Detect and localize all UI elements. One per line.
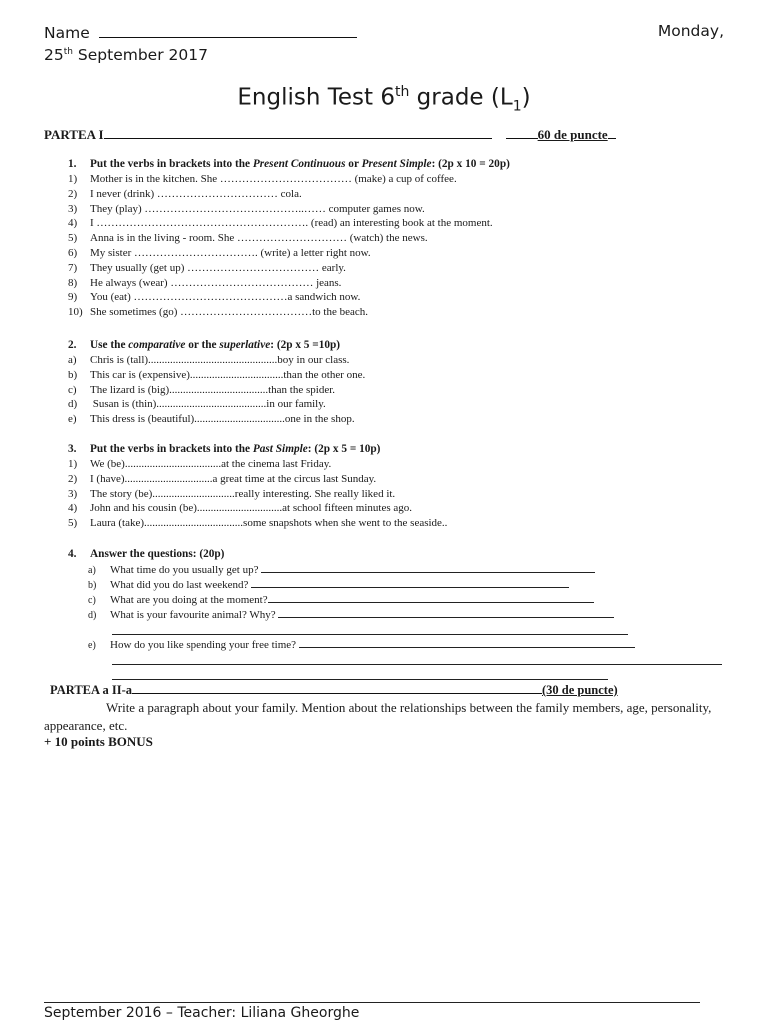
section-4-title-text: Answer the questions: (20p) bbox=[90, 548, 225, 560]
exercise-item bbox=[68, 516, 708, 531]
item-marker: b) bbox=[68, 368, 78, 381]
item-marker: 2) bbox=[68, 472, 78, 485]
item-marker: 4) bbox=[68, 502, 78, 515]
partea-2-heading bbox=[50, 682, 670, 698]
partea-2-label: PARTEA a II-a bbox=[50, 683, 132, 697]
section-3-title bbox=[68, 442, 708, 457]
exercise-item bbox=[68, 276, 708, 291]
exercise-item bbox=[68, 261, 708, 276]
answer-blank[interactable] bbox=[251, 577, 569, 588]
item-marker: 5) bbox=[68, 232, 78, 245]
section-1-title-d: Present Simple bbox=[361, 158, 432, 170]
item-marker: 2) bbox=[68, 187, 78, 200]
section-1 bbox=[68, 157, 708, 320]
section-2 bbox=[68, 338, 708, 427]
section-4 bbox=[68, 547, 708, 652]
answer-blank[interactable] bbox=[261, 562, 595, 573]
header bbox=[44, 22, 724, 68]
title-mid: grade (L bbox=[409, 84, 513, 111]
section-1-title-a: Put the verbs in brackets into the bbox=[90, 158, 253, 170]
item-marker: e) bbox=[88, 640, 96, 651]
item-text: They usually (get up) ……………………………… early. bbox=[90, 261, 346, 274]
partea-2-instructions bbox=[44, 699, 724, 734]
item-text: You (eat) ……………………………………a sandwich now. bbox=[90, 291, 361, 304]
item-marker: a) bbox=[88, 565, 96, 576]
section-3-title-c: : (2p x 5 = 10p) bbox=[307, 443, 381, 455]
section-1-title-e: : (2p x 10 = 20p) bbox=[431, 158, 510, 170]
item-text: The lizard is (big)....................................than the spider. bbox=[90, 383, 336, 396]
section-4-items bbox=[68, 562, 708, 652]
item-marker: b) bbox=[88, 580, 97, 591]
exercise-item bbox=[68, 353, 708, 368]
question-item bbox=[68, 592, 708, 607]
item-text: Anna is in the living - room. She ………………………… (watch) the news. bbox=[90, 232, 428, 245]
exercise-item bbox=[68, 246, 708, 261]
date-line bbox=[44, 46, 724, 68]
partea-1-rule-3 bbox=[608, 127, 616, 139]
title-sup: th bbox=[395, 84, 410, 100]
section-4-number: 4. bbox=[68, 548, 77, 560]
exercise-item bbox=[68, 187, 708, 202]
question-item bbox=[68, 637, 708, 652]
section-2-items bbox=[68, 353, 708, 427]
exercise-item bbox=[68, 305, 708, 320]
bonus-label: + 10 points BONUS bbox=[44, 734, 153, 749]
item-marker: 6) bbox=[68, 246, 78, 259]
item-marker: 5) bbox=[68, 517, 78, 530]
section-1-number: 1. bbox=[68, 158, 77, 170]
footer-text: September 2016 – Teacher: Liliana Gheorghe bbox=[44, 1005, 360, 1021]
item-marker: 3) bbox=[68, 202, 78, 215]
item-marker: 9) bbox=[68, 291, 78, 304]
item-marker: c) bbox=[68, 383, 77, 396]
exercise-item bbox=[68, 501, 708, 516]
item-marker: e) bbox=[68, 413, 77, 426]
section-2-title-e: : (2p x 5 =10p) bbox=[270, 339, 341, 351]
section-2-title-b: comparative bbox=[128, 339, 186, 351]
exercise-item bbox=[68, 172, 708, 187]
name-blank bbox=[99, 22, 357, 38]
title-sub: 1 bbox=[512, 98, 522, 115]
date-day: 25 bbox=[44, 46, 64, 64]
section-1-items bbox=[68, 172, 708, 320]
section-4-title bbox=[68, 547, 708, 562]
partea-1-rule bbox=[104, 127, 492, 139]
item-text: This dress is (beautiful).................................one in the shop. bbox=[90, 413, 355, 426]
name-label: Name bbox=[44, 24, 90, 42]
partea-1-label: PARTEA I bbox=[44, 127, 104, 142]
day-label: Monday, bbox=[657, 22, 724, 40]
exercise-item bbox=[68, 216, 708, 231]
item-text: I …………………………………………………. (read) an interesting book at the moment. bbox=[90, 217, 493, 230]
item-text: She sometimes (go) ………………………………to the beach. bbox=[90, 306, 369, 319]
section-2-title bbox=[68, 338, 708, 353]
exercise-item bbox=[68, 290, 708, 305]
item-text: I (have)................................a great time at the circus last Sunday. bbox=[90, 472, 377, 485]
question-item bbox=[68, 607, 708, 622]
section-2-number: 2. bbox=[68, 339, 77, 351]
item-text: The story (be)..............................really interesting. She really liked it. bbox=[90, 487, 396, 500]
exercise-item bbox=[68, 231, 708, 246]
answer-blank[interactable] bbox=[278, 607, 614, 618]
section-2-title-a: Use the bbox=[90, 339, 129, 351]
item-text: He always (wear) ………………………………… jeans. bbox=[90, 276, 342, 289]
item-text: They (play) ……………………………………..…… computer games now. bbox=[90, 202, 425, 215]
item-text: Laura (take)....................................some snapshots when she went to the seaside.. bbox=[90, 517, 448, 530]
item-text: Chris is (tall)...............................................boy in our class. bbox=[90, 354, 350, 366]
item-text: What did you do last weekend? bbox=[110, 579, 252, 591]
date-month-year: September 2017 bbox=[77, 46, 208, 64]
exercise-item bbox=[68, 457, 708, 472]
partea-1-rule-2 bbox=[506, 127, 538, 139]
item-marker: d) bbox=[88, 610, 97, 621]
item-marker: 7) bbox=[68, 261, 78, 274]
footer-rule bbox=[44, 1002, 700, 1003]
item-text: What time do you usually get up? bbox=[110, 564, 262, 576]
item-marker: 4) bbox=[68, 217, 78, 230]
item-text: My sister ……………………………. (write) a letter right now. bbox=[90, 246, 371, 259]
title-prefix: English Test 6 bbox=[237, 84, 395, 111]
partea-1-points: 60 de puncte bbox=[537, 127, 608, 142]
partea-2-rule bbox=[132, 682, 542, 694]
item-marker: c) bbox=[88, 595, 96, 606]
item-text: We (be)...................................at the cinema last Friday. bbox=[90, 458, 332, 470]
item-marker: 8) bbox=[68, 276, 78, 289]
section-1-title bbox=[68, 157, 708, 172]
partea-2-text: Write a paragraph about your family. Mention about the relationships between the family members, age, personality, appearance, etc. bbox=[44, 700, 712, 733]
item-text: What are you doing at the moment? bbox=[110, 594, 268, 606]
answer-blank[interactable] bbox=[299, 637, 635, 648]
name-line bbox=[44, 22, 357, 46]
item-marker: 10) bbox=[68, 306, 83, 319]
section-3-title-a: Put the verbs in brackets into the bbox=[90, 443, 253, 455]
item-marker: 1) bbox=[68, 173, 78, 185]
section-3 bbox=[68, 442, 708, 531]
question-item bbox=[68, 577, 708, 592]
exercise-item bbox=[68, 397, 708, 412]
section-2-title-c: or the bbox=[185, 339, 220, 351]
item-marker: d) bbox=[68, 398, 78, 411]
exercise-item bbox=[68, 368, 708, 383]
section-1-title-c: or bbox=[345, 158, 362, 170]
item-marker: 3) bbox=[68, 487, 78, 500]
item-text: How do you like spending your free time? bbox=[110, 639, 299, 651]
answer-line-e-3[interactable] bbox=[112, 679, 608, 680]
date-sup: th bbox=[63, 46, 73, 57]
answer-line-e-2[interactable] bbox=[112, 664, 722, 665]
section-3-items bbox=[68, 457, 708, 531]
section-1-title-b: Present Continuous bbox=[252, 158, 346, 170]
answer-line-d-2[interactable] bbox=[112, 634, 628, 635]
section-2-title-d: superlative bbox=[219, 339, 271, 351]
exercise-item bbox=[68, 202, 708, 217]
answer-blank[interactable] bbox=[268, 592, 594, 603]
title-suffix: ) bbox=[521, 84, 531, 111]
partea-2-points: (30 de puncte) bbox=[541, 683, 618, 697]
item-text: I never (drink) …………………………… cola. bbox=[90, 187, 302, 200]
page-title bbox=[0, 84, 768, 114]
exercise-item bbox=[68, 412, 708, 427]
exercise-item bbox=[68, 383, 708, 398]
exercise-item bbox=[68, 472, 708, 487]
item-text: John and his cousin (be)...............................at school fifteen minutes ago. bbox=[90, 502, 413, 515]
item-text: This car is (expensive)..................................than the other one. bbox=[90, 368, 366, 381]
question-item bbox=[68, 562, 708, 577]
item-marker: a) bbox=[68, 354, 77, 366]
item-text: Mother is in the kitchen. She ……………………………… (make) a cup of coffee. bbox=[90, 173, 457, 185]
exercise-item bbox=[68, 487, 708, 502]
partea-1-heading bbox=[44, 127, 684, 143]
item-text: Susan is (thin)........................................in our family. bbox=[90, 398, 326, 411]
item-marker: 1) bbox=[68, 458, 78, 470]
section-3-title-b: Past Simple bbox=[252, 443, 308, 455]
item-text: What is your favourite animal? Why? bbox=[110, 609, 279, 621]
section-3-number: 3. bbox=[68, 443, 77, 455]
